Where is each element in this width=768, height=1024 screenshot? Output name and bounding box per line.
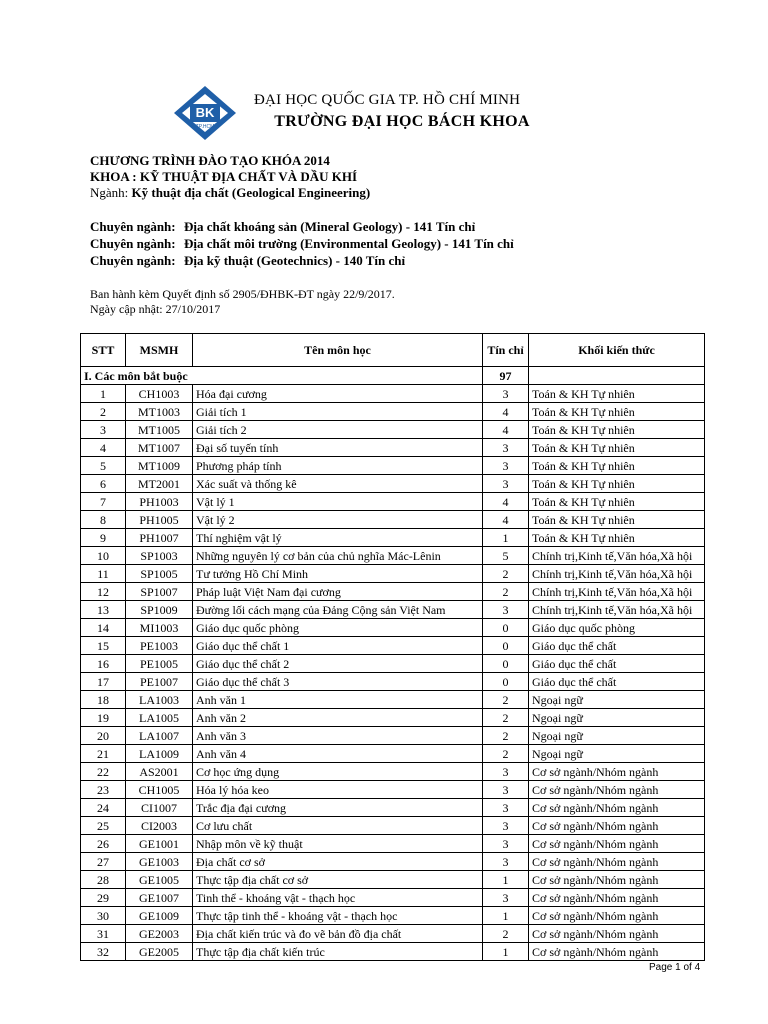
table-row [81, 691, 705, 709]
row-credits: 3 [483, 835, 529, 853]
row-name: Vật lý 1 [193, 493, 483, 511]
specialization-value: Địa chất khoáng sản (Mineral Geology) - 141 Tín chỉ [184, 219, 476, 234]
row-group: Toán & KH Tự nhiên [529, 385, 705, 403]
row-credits: 2 [483, 583, 529, 601]
table-row [81, 637, 705, 655]
row-group: Giáo dục thể chất [529, 655, 705, 673]
row-stt: 17 [81, 673, 126, 691]
row-name: Anh văn 1 [193, 691, 483, 709]
row-name: Xác suất và thống kê [193, 475, 483, 493]
row-code: GE2005 [126, 943, 193, 961]
table-row [81, 763, 705, 781]
row-name: Địa chất kiến trúc và đo vẽ bản đồ địa chất [193, 925, 483, 943]
table-row [81, 835, 705, 853]
logo-subtext: TP.HCM [195, 124, 215, 130]
row-stt: 6 [81, 475, 126, 493]
section-credits: 97 [483, 367, 529, 385]
row-code: GE2003 [126, 925, 193, 943]
row-name: Giáo dục thể chất 3 [193, 673, 483, 691]
row-credits: 0 [483, 655, 529, 673]
table-row [81, 655, 705, 673]
row-stt: 3 [81, 421, 126, 439]
row-credits: 1 [483, 871, 529, 889]
row-credits: 1 [483, 907, 529, 925]
row-stt: 23 [81, 781, 126, 799]
university-name: ĐẠI HỌC QUỐC GIA TP. HỒ CHÍ MINH [254, 92, 521, 108]
updated-date: Ngày cập nhật: 27/10/2017 [90, 302, 221, 316]
row-stt: 20 [81, 727, 126, 745]
specialization-value: Địa chất môi trường (Environmental Geology) - 141 Tín chỉ [184, 236, 514, 251]
row-credits: 0 [483, 673, 529, 691]
row-group: Cơ sở ngành/Nhóm ngành [529, 781, 705, 799]
row-stt: 30 [81, 907, 126, 925]
specialization-label: Chuyên ngành: [90, 253, 176, 268]
header-code: MSMH [126, 334, 193, 367]
row-code: MI1003 [126, 619, 193, 637]
row-credits: 3 [483, 763, 529, 781]
row-name: Vật lý 2 [193, 511, 483, 529]
row-stt: 8 [81, 511, 126, 529]
row-stt: 9 [81, 529, 126, 547]
table-row [81, 709, 705, 727]
row-credits: 5 [483, 547, 529, 565]
row-name: Địa chất cơ sở [193, 853, 483, 871]
row-stt: 32 [81, 943, 126, 961]
row-stt: 1 [81, 385, 126, 403]
table-row [81, 781, 705, 799]
row-stt: 2 [81, 403, 126, 421]
row-code: PE1007 [126, 673, 193, 691]
row-name: Hóa đại cương [193, 385, 483, 403]
course-table [80, 333, 705, 961]
row-stt: 15 [81, 637, 126, 655]
row-stt: 24 [81, 799, 126, 817]
row-credits: 3 [483, 781, 529, 799]
row-name: Giáo dục thể chất 1 [193, 637, 483, 655]
row-group: Cơ sở ngành/Nhóm ngành [529, 763, 705, 781]
table-row [81, 385, 705, 403]
row-credits: 3 [483, 385, 529, 403]
row-code: CH1003 [126, 385, 193, 403]
row-credits: 2 [483, 727, 529, 745]
row-name: Giáo dục quốc phòng [193, 619, 483, 637]
row-group: Ngoại ngữ [529, 745, 705, 763]
row-stt: 13 [81, 601, 126, 619]
row-name: Tư tưởng Hồ Chí Minh [193, 565, 483, 583]
row-name: Giáo dục thể chất 2 [193, 655, 483, 673]
row-credits: 1 [483, 943, 529, 961]
row-group: Chính trị,Kinh tế,Văn hóa,Xã hội [529, 565, 705, 583]
logo-text: BK [195, 105, 215, 120]
row-group: Toán & KH Tự nhiên [529, 439, 705, 457]
row-stt: 31 [81, 925, 126, 943]
row-code: GE1007 [126, 889, 193, 907]
row-name: Những nguyên lý cơ bản của chủ nghĩa Mác-Lênin [193, 547, 483, 565]
row-name: Đường lối cách mạng của Đảng Cộng sản Việt Nam [193, 601, 483, 619]
row-group: Chính trị,Kinh tế,Văn hóa,Xã hội [529, 583, 705, 601]
row-stt: 19 [81, 709, 126, 727]
row-stt: 10 [81, 547, 126, 565]
row-credits: 3 [483, 457, 529, 475]
row-credits: 0 [483, 637, 529, 655]
row-credits: 3 [483, 601, 529, 619]
row-code: MT1003 [126, 403, 193, 421]
row-group: Cơ sở ngành/Nhóm ngành [529, 871, 705, 889]
row-group: Toán & KH Tự nhiên [529, 529, 705, 547]
row-stt: 11 [81, 565, 126, 583]
table-header-row [81, 334, 705, 367]
row-code: PH1005 [126, 511, 193, 529]
row-code: PE1003 [126, 637, 193, 655]
row-stt: 18 [81, 691, 126, 709]
row-name: Pháp luật Việt Nam đại cương [193, 583, 483, 601]
row-stt: 22 [81, 763, 126, 781]
row-stt: 4 [81, 439, 126, 457]
major-line [90, 185, 370, 201]
row-group: Cơ sở ngành/Nhóm ngành [529, 799, 705, 817]
row-code: GE1009 [126, 907, 193, 925]
table-row [81, 853, 705, 871]
row-name: Thực tập tinh thể - khoáng vật - thạch học [193, 907, 483, 925]
table-row [81, 673, 705, 691]
row-code: SP1009 [126, 601, 193, 619]
table-row [81, 871, 705, 889]
row-code: AS2001 [126, 763, 193, 781]
university-logo [172, 84, 238, 142]
table-row [81, 457, 705, 475]
faculty-value: KỸ THUẬT ĐỊA CHẤT VÀ DẦU KHÍ [139, 169, 358, 184]
row-name: Anh văn 4 [193, 745, 483, 763]
row-name: Giải tích 1 [193, 403, 483, 421]
row-code: LA1009 [126, 745, 193, 763]
table-row [81, 817, 705, 835]
row-group: Ngoại ngữ [529, 709, 705, 727]
row-name: Nhập môn về kỹ thuật [193, 835, 483, 853]
specialization-label: Chuyên ngành: [90, 219, 176, 234]
row-group: Chính trị,Kinh tế,Văn hóa,Xã hội [529, 547, 705, 565]
row-credits: 3 [483, 817, 529, 835]
major-value: Kỹ thuật địa chất (Geological Engineering) [131, 185, 371, 200]
row-code: PE1005 [126, 655, 193, 673]
table-row [81, 565, 705, 583]
row-code: LA1007 [126, 727, 193, 745]
page-number: Page 1 of 4 [649, 962, 701, 973]
decision-note: Ban hành kèm Quyết định số 2905/ĐHBK-ĐT ngày 22/9/2017. [90, 287, 395, 301]
row-code: MT1009 [126, 457, 193, 475]
row-name: Anh văn 2 [193, 709, 483, 727]
row-name: Anh văn 3 [193, 727, 483, 745]
row-stt: 12 [81, 583, 126, 601]
header-stt: STT [81, 334, 126, 367]
specialization-value: Địa kỹ thuật (Geotechnics) - 140 Tín chỉ [184, 253, 406, 268]
row-code: CI1007 [126, 799, 193, 817]
table-row [81, 403, 705, 421]
row-group: Toán & KH Tự nhiên [529, 475, 705, 493]
row-group: Cơ sở ngành/Nhóm ngành [529, 817, 705, 835]
row-code: PH1003 [126, 493, 193, 511]
table-row [81, 511, 705, 529]
row-name: Thí nghiệm vật lý [193, 529, 483, 547]
row-name: Đại số tuyến tính [193, 439, 483, 457]
specialization-3 [90, 253, 405, 269]
row-credits: 4 [483, 493, 529, 511]
table-row [81, 925, 705, 943]
table-row [81, 439, 705, 457]
specialization-1 [90, 219, 475, 235]
specialization-2 [90, 236, 514, 252]
row-stt: 29 [81, 889, 126, 907]
program-title: CHƯƠNG TRÌNH ĐÀO TẠO KHÓA 2014 [90, 153, 330, 168]
row-group: Giáo dục quốc phòng [529, 619, 705, 637]
row-group: Toán & KH Tự nhiên [529, 421, 705, 439]
row-code: SP1007 [126, 583, 193, 601]
row-credits: 0 [483, 619, 529, 637]
row-code: GE1005 [126, 871, 193, 889]
school-name: TRƯỜNG ĐẠI HỌC BÁCH KHOA [274, 113, 530, 130]
row-group: Cơ sở ngành/Nhóm ngành [529, 925, 705, 943]
row-credits: 2 [483, 709, 529, 727]
row-group: Toán & KH Tự nhiên [529, 511, 705, 529]
row-credits: 3 [483, 475, 529, 493]
table-row [81, 583, 705, 601]
row-name: Thực tập địa chất cơ sở [193, 871, 483, 889]
specialization-label: Chuyên ngành: [90, 236, 176, 251]
table-row [81, 727, 705, 745]
row-name: Hóa lý hóa keo [193, 781, 483, 799]
row-group: Ngoại ngữ [529, 691, 705, 709]
table-row [81, 907, 705, 925]
row-stt: 16 [81, 655, 126, 673]
section-label: I. Các môn bắt buộc [81, 367, 483, 385]
section-row [81, 367, 705, 385]
row-group: Cơ sở ngành/Nhóm ngành [529, 907, 705, 925]
row-name: Tinh thể - khoáng vật - thạch học [193, 889, 483, 907]
row-credits: 2 [483, 745, 529, 763]
row-stt: 14 [81, 619, 126, 637]
row-credits: 3 [483, 853, 529, 871]
table-row [81, 601, 705, 619]
row-code: MT1007 [126, 439, 193, 457]
faculty-label: KHOA : [90, 169, 140, 184]
row-group: Toán & KH Tự nhiên [529, 493, 705, 511]
row-stt: 26 [81, 835, 126, 853]
row-code: LA1003 [126, 691, 193, 709]
row-group: Toán & KH Tự nhiên [529, 403, 705, 421]
row-group: Cơ sở ngành/Nhóm ngành [529, 835, 705, 853]
row-stt: 5 [81, 457, 126, 475]
row-code: PH1007 [126, 529, 193, 547]
row-group: Cơ sở ngành/Nhóm ngành [529, 943, 705, 961]
row-code: MT2001 [126, 475, 193, 493]
table-row [81, 475, 705, 493]
row-code: SP1005 [126, 565, 193, 583]
row-credits: 3 [483, 799, 529, 817]
row-stt: 27 [81, 853, 126, 871]
row-group: Cơ sở ngành/Nhóm ngành [529, 889, 705, 907]
row-code: GE1003 [126, 853, 193, 871]
row-group: Cơ sở ngành/Nhóm ngành [529, 853, 705, 871]
header-credits: Tín chỉ [483, 334, 529, 367]
row-group: Giáo dục thể chất [529, 673, 705, 691]
row-code: MT1005 [126, 421, 193, 439]
section-empty [529, 367, 705, 385]
row-credits: 4 [483, 403, 529, 421]
table-row [81, 547, 705, 565]
row-code: CH1005 [126, 781, 193, 799]
row-name: Cơ học ứng dụng [193, 763, 483, 781]
table-row [81, 421, 705, 439]
row-credits: 1 [483, 529, 529, 547]
row-credits: 2 [483, 565, 529, 583]
row-name: Thực tập địa chất kiến trúc [193, 943, 483, 961]
row-credits: 4 [483, 511, 529, 529]
table-row [81, 889, 705, 907]
row-credits: 4 [483, 421, 529, 439]
header-name: Tên môn học [193, 334, 483, 367]
row-name: Trắc địa đại cương [193, 799, 483, 817]
row-stt: 25 [81, 817, 126, 835]
major-label: Ngành: [90, 185, 129, 200]
row-code: CI2003 [126, 817, 193, 835]
table-row [81, 799, 705, 817]
row-credits: 3 [483, 889, 529, 907]
row-credits: 2 [483, 691, 529, 709]
table-row [81, 943, 705, 961]
row-code: GE1001 [126, 835, 193, 853]
row-stt: 21 [81, 745, 126, 763]
row-group: Ngoại ngữ [529, 727, 705, 745]
table-row [81, 745, 705, 763]
table-row [81, 619, 705, 637]
row-group: Giáo dục thể chất [529, 637, 705, 655]
row-credits: 3 [483, 439, 529, 457]
row-name: Cơ lưu chất [193, 817, 483, 835]
row-stt: 28 [81, 871, 126, 889]
header-group: Khối kiến thức [529, 334, 705, 367]
row-name: Phương pháp tính [193, 457, 483, 475]
row-group: Toán & KH Tự nhiên [529, 457, 705, 475]
row-code: SP1003 [126, 547, 193, 565]
faculty-line [90, 169, 357, 185]
table-row [81, 493, 705, 511]
table-row [81, 529, 705, 547]
row-group: Chính trị,Kinh tế,Văn hóa,Xã hội [529, 601, 705, 619]
row-name: Giải tích 2 [193, 421, 483, 439]
row-stt: 7 [81, 493, 126, 511]
row-code: LA1005 [126, 709, 193, 727]
row-credits: 2 [483, 925, 529, 943]
